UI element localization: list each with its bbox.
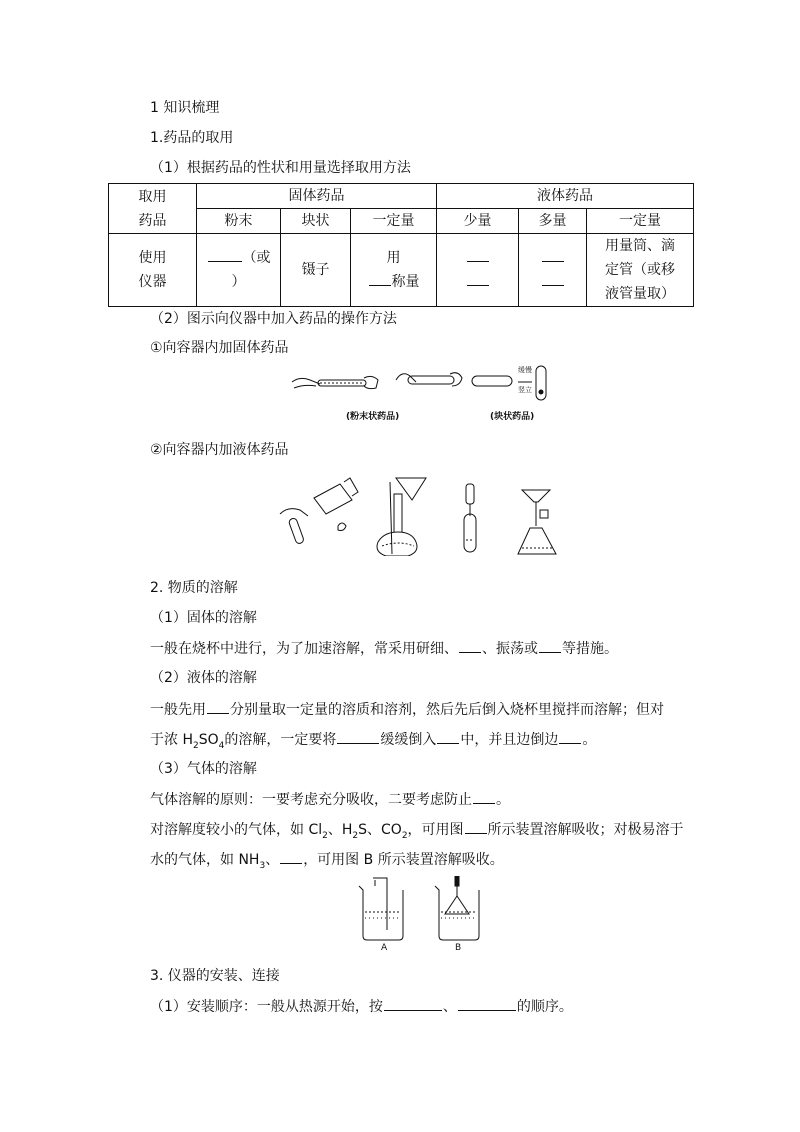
text-run: 分别量取一定量的溶质和溶剂，然后先后倒入烧杯里搅拌而溶解；但对 — [230, 702, 664, 718]
section1-sub1: （1）根据药品的性状和用量选择取用方法 — [150, 160, 411, 176]
solid-addition-illustration — [290, 362, 560, 426]
gas-dissolve-line1 — [150, 789, 510, 810]
liquid-header: 液体药品 — [437, 184, 694, 209]
col-solid-fixed: 一定量 — [351, 209, 437, 234]
section3-sub1 — [150, 996, 573, 1017]
row-head-cell — [109, 234, 197, 307]
fig-caption-powder: (粉末状药品) — [346, 412, 400, 422]
row-head-l1: 使用 — [138, 250, 167, 266]
blank — [465, 819, 487, 834]
subscript: 2 — [192, 740, 199, 751]
text-run: SO — [198, 732, 219, 748]
cell-solid-fixed — [351, 234, 437, 307]
text-run: 对溶解度较小的气体，如 Cl — [150, 822, 323, 838]
text-run: 、 — [442, 999, 457, 1015]
cell-large — [519, 234, 587, 307]
cell-text: （或 — [242, 250, 271, 266]
gas-absorption-illustration — [355, 876, 495, 952]
text-run: 一般先用 — [150, 702, 206, 718]
blank — [473, 789, 495, 804]
blank — [467, 275, 489, 286]
col-liquid-fixed: 一定量 — [587, 209, 694, 234]
col-block: 块状 — [281, 209, 351, 234]
fig-slow-label: 缓慢 — [518, 366, 532, 374]
section3-title: 3. 仪器的安装、连接 — [150, 968, 280, 984]
liquid-addition-illustration — [278, 470, 568, 556]
subscript: 4 — [218, 740, 225, 751]
cell-text: 液管量取） — [605, 286, 675, 302]
heading: 1 知识梳理 — [150, 100, 220, 116]
text-run: （1）安装顺序：一般从热源开始，按 — [150, 999, 383, 1015]
text-run: 、振荡或 — [482, 641, 538, 657]
text-run: 。 — [582, 732, 597, 748]
blank — [542, 275, 564, 286]
text-run: ，可用图 — [407, 822, 464, 838]
reagent-table — [108, 183, 694, 307]
table-head-l1: 取用 — [138, 188, 167, 205]
liquid-dissolve-title: （2）液体的溶解 — [150, 670, 257, 686]
blank — [559, 729, 581, 744]
blank — [337, 729, 379, 744]
text-run: 、H — [327, 822, 353, 838]
liquid-dissolve-line2 — [150, 729, 596, 756]
blank — [208, 247, 242, 262]
section2-title: 2. 物质的溶解 — [150, 580, 238, 596]
subscript: 2 — [401, 830, 408, 841]
blank — [467, 251, 489, 262]
text-run: S、CO — [358, 822, 402, 838]
cell-text: 称量 — [391, 274, 420, 290]
text-run: 气体溶解的原则：一要考虑充分吸收，二要考虑防止 — [150, 792, 472, 808]
solid-add-title: ①向容器内加固体药品 — [150, 340, 289, 356]
section1-sub2: （2）图示向仪器中加入药品的操作方法 — [150, 311, 397, 327]
gas-dissolve-line2 — [150, 819, 684, 846]
cell-text: 用量筒、滴 — [605, 238, 675, 254]
cell-liquid-fixed — [587, 234, 694, 307]
section1-title: 1.药品的取用 — [150, 130, 234, 146]
text-run: 所示装置溶解吸收；对极易溶于 — [487, 822, 684, 838]
subscript: 2 — [352, 830, 359, 841]
text-run: 于浓 H — [150, 732, 193, 748]
text-run: 等措施。 — [562, 641, 618, 657]
text-run: 的溶解，一定要将 — [224, 732, 337, 748]
col-powder: 粉末 — [197, 209, 281, 234]
table-head-cell — [109, 184, 197, 234]
col-large: 多量 — [519, 209, 587, 234]
text-run: 缓缓倒入 — [380, 732, 437, 748]
subscript: 2 — [322, 830, 328, 841]
text-run: 。 — [496, 792, 510, 808]
cell-text: 定管（或移 — [605, 262, 675, 278]
cell-text: ） — [231, 274, 246, 290]
liquid-dissolve-line1 — [150, 699, 664, 720]
text-run: 的顺序。 — [516, 999, 573, 1015]
row-head-l2: 仪器 — [138, 274, 167, 290]
col-small: 少量 — [437, 209, 519, 234]
blank — [437, 729, 459, 744]
cell-text: 用 — [386, 250, 401, 266]
fig-label-a: A — [381, 943, 388, 952]
blank — [384, 996, 442, 1011]
text-run: 水的气体，如 NH — [150, 852, 260, 868]
cell-block: 镊子 — [281, 234, 351, 307]
subscript: 3 — [259, 860, 266, 871]
table-head-l2: 药品 — [138, 212, 167, 229]
gas-dissolve-title: （3）气体的溶解 — [150, 761, 257, 777]
text-run: 、 — [265, 852, 280, 868]
blank — [207, 699, 229, 714]
fig-label-b: B — [455, 943, 462, 952]
fig-upright-label: 竖立 — [518, 386, 532, 394]
blank — [459, 638, 481, 653]
fig-caption-block: (块状药品) — [490, 412, 535, 422]
blank — [280, 849, 302, 864]
cell-small — [437, 234, 519, 307]
cell-powder — [197, 234, 281, 307]
text-run: 一般在烧杯中进行，为了加速溶解，常采用研细、 — [150, 641, 458, 657]
text-run: 中，并且边倒边 — [460, 732, 559, 748]
solid-dissolve-title: （1）固体的溶解 — [150, 610, 257, 626]
solid-dissolve-text — [150, 638, 618, 659]
solid-header: 固体药品 — [197, 184, 437, 209]
blank — [542, 251, 564, 262]
blank — [369, 271, 391, 286]
text-run: ，可用图 B 所示装置溶解吸收。 — [303, 852, 504, 868]
blank — [539, 638, 561, 653]
liquid-add-title: ②向容器内加液体药品 — [150, 442, 289, 458]
blank — [458, 996, 516, 1011]
gas-dissolve-line3 — [150, 849, 504, 876]
